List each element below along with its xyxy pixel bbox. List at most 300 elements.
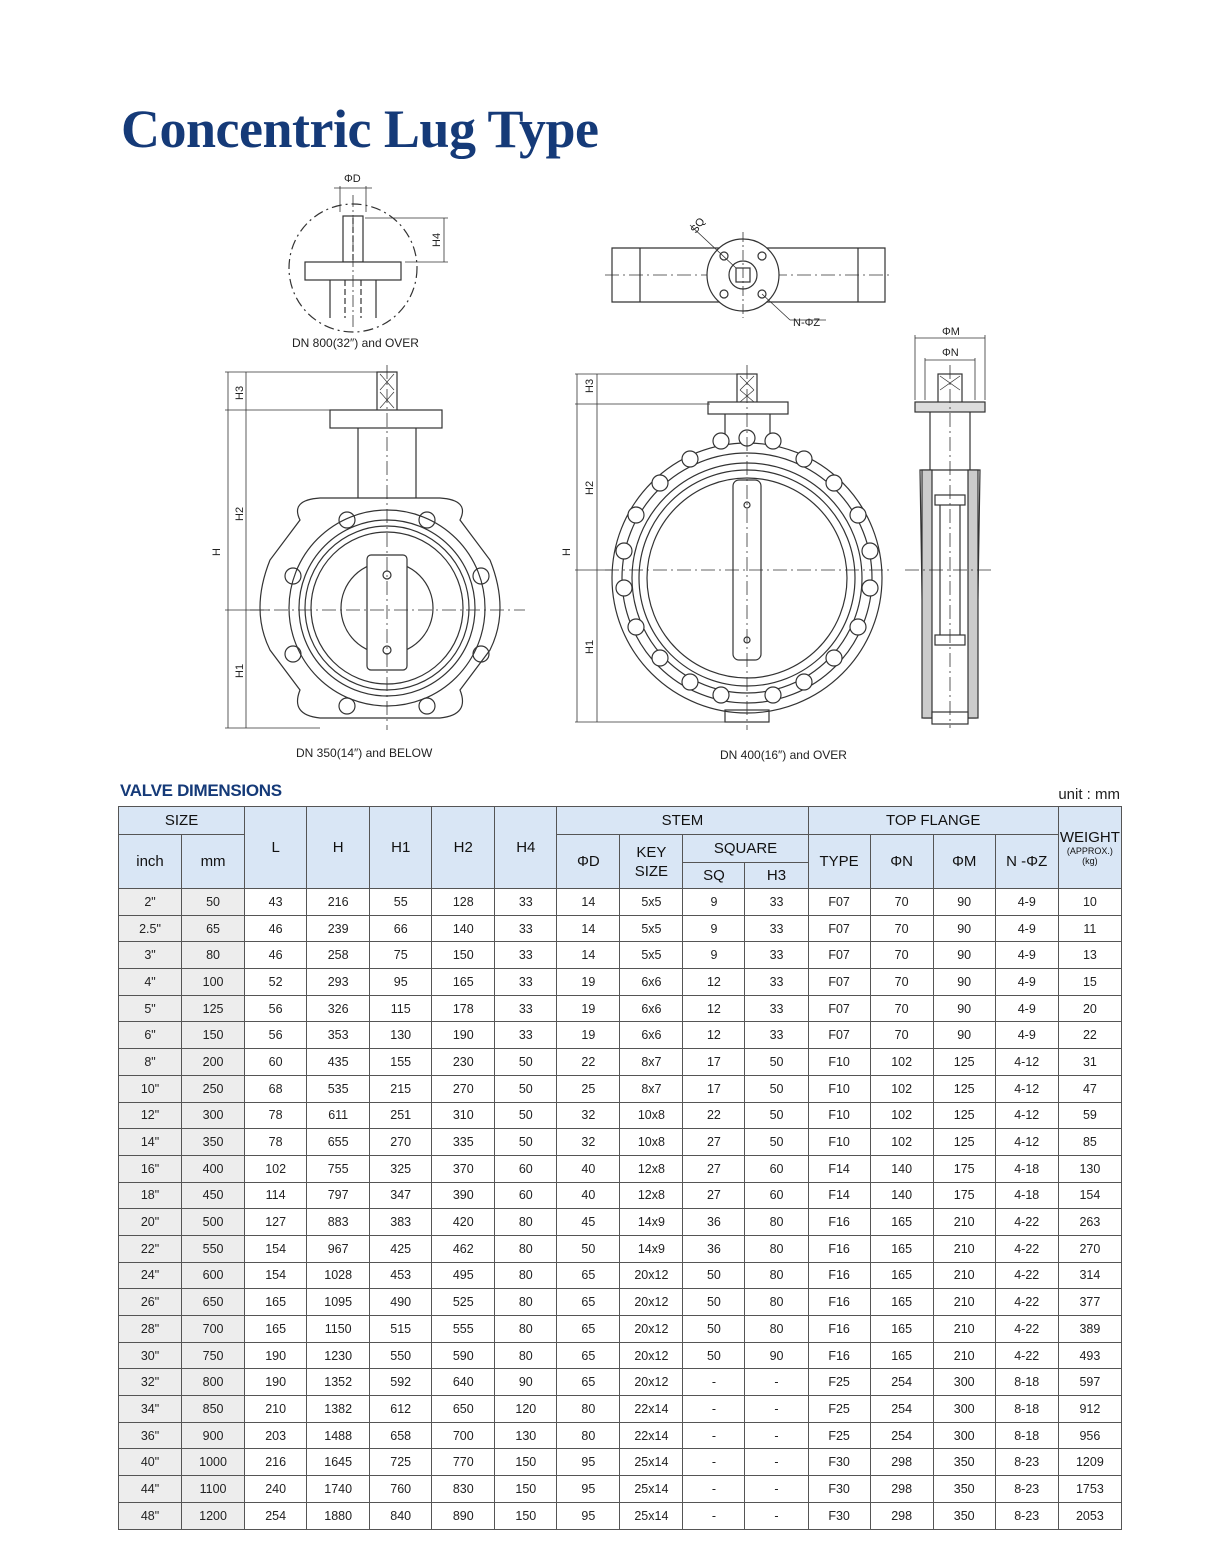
header-h: H <box>307 807 370 889</box>
table-cell: F25 <box>808 1422 870 1449</box>
table-cell: 4-22 <box>995 1209 1058 1236</box>
header-n-phi-z: N -ΦZ <box>995 835 1058 889</box>
table-cell: 165 <box>870 1262 933 1289</box>
table-cell: 50 <box>683 1289 745 1316</box>
table-cell: 14" <box>119 1129 182 1156</box>
table-cell: 33 <box>745 942 808 969</box>
table-row <box>119 1102 1122 1129</box>
table-cell: 298 <box>870 1449 933 1476</box>
table-cell: 27 <box>683 1182 745 1209</box>
table-cell: 495 <box>432 1262 495 1289</box>
table-cell: 20 <box>1058 995 1121 1022</box>
table-cell: 515 <box>370 1316 432 1343</box>
table-cell: 17 <box>683 1075 745 1102</box>
table-cell: 47 <box>1058 1075 1121 1102</box>
table-cell: F10 <box>808 1129 870 1156</box>
table-cell: 298 <box>870 1502 933 1529</box>
table-cell: 80 <box>745 1235 808 1262</box>
table-cell: 270 <box>370 1129 432 1156</box>
table-cell: 50 <box>745 1075 808 1102</box>
table-cell: 4-22 <box>995 1342 1058 1369</box>
table-cell: 4-18 <box>995 1155 1058 1182</box>
header-h4: H4 <box>495 807 557 889</box>
table-cell: 80 <box>495 1342 557 1369</box>
header-h3: H3 <box>745 863 808 889</box>
table-cell: 36" <box>119 1422 182 1449</box>
table-cell: 130 <box>495 1422 557 1449</box>
table-cell: 27 <box>683 1155 745 1182</box>
table-cell: 140 <box>870 1182 933 1209</box>
table-cell: 33 <box>745 889 808 916</box>
table-cell: 300 <box>933 1396 995 1423</box>
table-cell: 254 <box>870 1369 933 1396</box>
table-cell: 178 <box>432 995 495 1022</box>
table-row <box>119 1289 1122 1316</box>
table-row <box>119 1422 1122 1449</box>
table-cell: 12x8 <box>620 1155 683 1182</box>
table-cell: 956 <box>1058 1422 1121 1449</box>
header-h2: H2 <box>432 807 495 889</box>
table-cell: F30 <box>808 1476 870 1503</box>
table-cell: - <box>745 1369 808 1396</box>
table-cell: 650 <box>182 1289 245 1316</box>
table-cell: 27 <box>683 1129 745 1156</box>
table-row <box>119 889 1122 916</box>
table-cell: 33 <box>495 1022 557 1049</box>
table-cell: 34" <box>119 1396 182 1423</box>
table-cell: 210 <box>933 1342 995 1369</box>
table-cell: 120 <box>495 1396 557 1423</box>
table-cell: 65 <box>557 1369 620 1396</box>
table-cell: 251 <box>370 1102 432 1129</box>
table-cell: - <box>683 1396 745 1423</box>
table-cell: 2053 <box>1058 1502 1121 1529</box>
table-cell: 750 <box>182 1342 245 1369</box>
caption-dn800: DN 800(32″) and OVER <box>292 336 419 350</box>
table-cell: 254 <box>245 1502 307 1529</box>
table-cell: 8-18 <box>995 1369 1058 1396</box>
table-cell: 90 <box>495 1369 557 1396</box>
table-cell: 900 <box>182 1422 245 1449</box>
table-cell: 20x12 <box>620 1342 683 1369</box>
side-view-drawing <box>905 335 995 728</box>
header-square: SQUARE <box>683 835 808 863</box>
table-cell: 95 <box>557 1449 620 1476</box>
table-cell: 26" <box>119 1289 182 1316</box>
table-cell: 140 <box>432 915 495 942</box>
table-cell: 535 <box>307 1075 370 1102</box>
table-cell: 9 <box>683 942 745 969</box>
table-cell: 4-9 <box>995 969 1058 996</box>
table-cell: - <box>683 1449 745 1476</box>
table-cell: 6x6 <box>620 995 683 1022</box>
table-row <box>119 1396 1122 1423</box>
table-cell: 210 <box>933 1316 995 1343</box>
table-cell: F30 <box>808 1449 870 1476</box>
table-cell: 347 <box>370 1182 432 1209</box>
table-cell: 50 <box>495 1129 557 1156</box>
label-h3-large: H3 <box>584 378 596 393</box>
table-cell: 175 <box>933 1155 995 1182</box>
table-cell: 22 <box>683 1102 745 1129</box>
table-cell: 240 <box>245 1476 307 1503</box>
label-sq: SQ <box>688 215 708 236</box>
table-cell: 46 <box>245 915 307 942</box>
table-cell: 12" <box>119 1102 182 1129</box>
table-cell: 425 <box>370 1235 432 1262</box>
table-cell: 1230 <box>307 1342 370 1369</box>
label-h1-small: H1 <box>234 663 246 678</box>
table-cell: 28" <box>119 1316 182 1343</box>
table-cell: 125 <box>933 1102 995 1129</box>
table-cell: 5x5 <box>620 889 683 916</box>
table-cell: 263 <box>1058 1209 1121 1236</box>
table-cell: 33 <box>495 889 557 916</box>
table-cell: 1100 <box>182 1476 245 1503</box>
table-cell: 102 <box>870 1102 933 1129</box>
table-cell: 65 <box>182 915 245 942</box>
table-cell: 383 <box>370 1209 432 1236</box>
table-cell: 4-12 <box>995 1049 1058 1076</box>
table-cell: 66 <box>370 915 432 942</box>
table-cell: 462 <box>432 1235 495 1262</box>
table-cell: 258 <box>307 942 370 969</box>
table-cell: 5x5 <box>620 915 683 942</box>
table-cell: 95 <box>557 1476 620 1503</box>
table-cell: 4-22 <box>995 1235 1058 1262</box>
table-cell: 65 <box>557 1262 620 1289</box>
table-cell: 32 <box>557 1102 620 1129</box>
table-cell: 335 <box>432 1129 495 1156</box>
table-cell: 600 <box>182 1262 245 1289</box>
table-cell: F14 <box>808 1182 870 1209</box>
table-cell: 11 <box>1058 915 1121 942</box>
table-cell: 298 <box>870 1476 933 1503</box>
table-cell: 210 <box>933 1209 995 1236</box>
table-cell: 70 <box>870 942 933 969</box>
header-top-flange: TOP FLANGE <box>808 807 1058 835</box>
table-cell: 80 <box>495 1316 557 1343</box>
table-row <box>119 1155 1122 1182</box>
table-row <box>119 1342 1122 1369</box>
table-cell: 1200 <box>182 1502 245 1529</box>
table-cell: 655 <box>307 1129 370 1156</box>
table-cell: 154 <box>1058 1182 1121 1209</box>
table-cell: 19 <box>557 995 620 1022</box>
table-cell: 8-18 <box>995 1396 1058 1423</box>
table-cell: 10 <box>1058 889 1121 916</box>
table-cell: 597 <box>1058 1369 1121 1396</box>
table-cell: 70 <box>870 889 933 916</box>
table-cell: F16 <box>808 1316 870 1343</box>
table-body <box>119 889 1122 1530</box>
table-cell: 102 <box>870 1129 933 1156</box>
table-cell: 32" <box>119 1369 182 1396</box>
table-cell: 14x9 <box>620 1235 683 1262</box>
table-cell: F16 <box>808 1209 870 1236</box>
table-cell: 125 <box>182 995 245 1022</box>
section-title: VALVE DIMENSIONS <box>120 781 282 800</box>
table-cell: - <box>745 1476 808 1503</box>
table-cell: 640 <box>432 1369 495 1396</box>
table-cell: 210 <box>933 1262 995 1289</box>
table-cell: 450 <box>182 1182 245 1209</box>
table-cell: 70 <box>870 969 933 996</box>
label-h-large: H <box>561 548 573 556</box>
table-cell: 14 <box>557 942 620 969</box>
table-cell: 1382 <box>307 1396 370 1423</box>
table-cell: 32 <box>557 1129 620 1156</box>
label-phi-m: ΦM <box>942 326 960 338</box>
header-weight-approx: (APPROX.) <box>1066 845 1113 856</box>
table-cell: 20" <box>119 1209 182 1236</box>
table-cell: 50 <box>745 1129 808 1156</box>
table-row <box>119 1262 1122 1289</box>
table-cell: 325 <box>370 1155 432 1182</box>
header-weight <box>1058 807 1121 889</box>
table-cell: 8" <box>119 1049 182 1076</box>
table-cell: F07 <box>808 889 870 916</box>
table-cell: 216 <box>245 1449 307 1476</box>
table-cell: 850 <box>182 1396 245 1423</box>
table-cell: 25 <box>557 1075 620 1102</box>
table-cell: 43 <box>245 889 307 916</box>
table-cell: 56 <box>245 1022 307 1049</box>
table-cell: 50 <box>745 1102 808 1129</box>
table-cell: 46 <box>245 942 307 969</box>
table-cell: 4-22 <box>995 1316 1058 1343</box>
label-h2-small: H2 <box>234 506 246 521</box>
table-cell: 293 <box>307 969 370 996</box>
header-phi-m: ΦM <box>933 835 995 889</box>
header-h1: H1 <box>370 807 432 889</box>
table-cell: 390 <box>432 1182 495 1209</box>
table-cell: 80 <box>495 1209 557 1236</box>
table-cell: 420 <box>432 1209 495 1236</box>
table-cell: - <box>683 1502 745 1529</box>
table-cell: 239 <box>307 915 370 942</box>
table-cell: 65 <box>557 1289 620 1316</box>
table-cell: 370 <box>432 1155 495 1182</box>
table-cell: 59 <box>1058 1102 1121 1129</box>
table-cell: 300 <box>182 1102 245 1129</box>
table-cell: 254 <box>870 1396 933 1423</box>
table-cell: 755 <box>307 1155 370 1182</box>
table-row <box>119 1369 1122 1396</box>
table-cell: F16 <box>808 1289 870 1316</box>
table-cell: - <box>745 1449 808 1476</box>
table-cell: 31 <box>1058 1049 1121 1076</box>
table-cell: 165 <box>245 1289 307 1316</box>
table-cell: 33 <box>745 1022 808 1049</box>
table-cell: 130 <box>1058 1155 1121 1182</box>
table-cell: 90 <box>933 995 995 1022</box>
table-cell: 840 <box>370 1502 432 1529</box>
table-cell: 36 <box>683 1235 745 1262</box>
table-cell: 150 <box>432 942 495 969</box>
table-cell: 90 <box>745 1342 808 1369</box>
table-cell: 760 <box>370 1476 432 1503</box>
front-view-small-drawing <box>225 365 525 730</box>
table-cell: 2" <box>119 889 182 916</box>
table-cell: 33 <box>495 969 557 996</box>
table-cell: 210 <box>245 1396 307 1423</box>
table-cell: 377 <box>1058 1289 1121 1316</box>
table-cell: 75 <box>370 942 432 969</box>
table-cell: 1150 <box>307 1316 370 1343</box>
front-view-large-drawing <box>575 365 890 730</box>
table-cell: 5" <box>119 995 182 1022</box>
header-key-size: KEY SIZE <box>620 835 683 889</box>
page-title: Concentric Lug Type <box>121 99 599 159</box>
drawing-canvas <box>0 160 1210 780</box>
table-cell: 165 <box>870 1209 933 1236</box>
table-cell: 1740 <box>307 1476 370 1503</box>
table-cell: 216 <box>307 889 370 916</box>
table-cell: 612 <box>370 1396 432 1423</box>
table-row <box>119 969 1122 996</box>
table-cell: - <box>683 1422 745 1449</box>
table-cell: 9 <box>683 889 745 916</box>
table-cell: 493 <box>1058 1342 1121 1369</box>
table-cell: 1352 <box>307 1369 370 1396</box>
table-cell: 8-23 <box>995 1476 1058 1503</box>
table-cell: 80 <box>745 1262 808 1289</box>
table-cell: F16 <box>808 1342 870 1369</box>
table-cell: 44" <box>119 1476 182 1503</box>
table-cell: F10 <box>808 1049 870 1076</box>
table-cell: 80 <box>745 1316 808 1343</box>
table-cell: 50 <box>745 1049 808 1076</box>
table-cell: 16" <box>119 1155 182 1182</box>
table-cell: 230 <box>432 1049 495 1076</box>
table-cell: 254 <box>870 1422 933 1449</box>
table-cell: - <box>745 1396 808 1423</box>
table-cell: 8x7 <box>620 1075 683 1102</box>
table-cell: 33 <box>745 995 808 1022</box>
table-cell: 700 <box>182 1316 245 1343</box>
table-cell: 4-9 <box>995 915 1058 942</box>
table-cell: 10" <box>119 1075 182 1102</box>
table-cell: 20x12 <box>620 1262 683 1289</box>
table-cell: 650 <box>432 1396 495 1423</box>
table-cell: 165 <box>870 1235 933 1262</box>
table-cell: 165 <box>870 1289 933 1316</box>
table-cell: 150 <box>495 1476 557 1503</box>
table-cell: 165 <box>432 969 495 996</box>
table-cell: 12 <box>683 1022 745 1049</box>
table-cell: 18" <box>119 1182 182 1209</box>
table-cell: 33 <box>495 942 557 969</box>
table-cell: 19 <box>557 969 620 996</box>
table-cell: 453 <box>370 1262 432 1289</box>
table-cell: 128 <box>432 889 495 916</box>
table-row <box>119 1022 1122 1049</box>
label-h4: H4 <box>431 232 443 247</box>
table-cell: 102 <box>870 1049 933 1076</box>
table-cell: 154 <box>245 1235 307 1262</box>
table-row <box>119 942 1122 969</box>
table-row <box>119 1182 1122 1209</box>
table-cell: 95 <box>370 969 432 996</box>
table-cell: 350 <box>933 1449 995 1476</box>
table-cell: 19 <box>557 1022 620 1049</box>
table-cell: 30" <box>119 1342 182 1369</box>
table-cell: 190 <box>245 1369 307 1396</box>
table-cell: 12 <box>683 969 745 996</box>
table-cell: 22x14 <box>620 1422 683 1449</box>
label-phi-d: ΦD <box>344 173 361 185</box>
table-cell: 215 <box>370 1075 432 1102</box>
table-cell: 4-18 <box>995 1182 1058 1209</box>
table-cell: 14 <box>557 915 620 942</box>
table-cell: 967 <box>307 1235 370 1262</box>
header-sq: SQ <box>683 863 745 889</box>
table-row <box>119 1502 1122 1529</box>
table-cell: F07 <box>808 1022 870 1049</box>
table-row <box>119 1209 1122 1236</box>
table-cell: F30 <box>808 1502 870 1529</box>
table-cell: 125 <box>933 1129 995 1156</box>
label-h3-small: H3 <box>234 385 246 400</box>
table-cell: 70 <box>870 995 933 1022</box>
table-cell: 80 <box>745 1289 808 1316</box>
header-weight-kg: (kg) <box>1082 855 1098 866</box>
table-cell: 8-18 <box>995 1422 1058 1449</box>
table-cell: 60 <box>745 1155 808 1182</box>
table-cell: 40 <box>557 1182 620 1209</box>
table-cell: 22 <box>557 1049 620 1076</box>
table-cell: 1209 <box>1058 1449 1121 1476</box>
table-row <box>119 1049 1122 1076</box>
table-cell: - <box>745 1502 808 1529</box>
table-cell: 140 <box>870 1155 933 1182</box>
table-cell: 48" <box>119 1502 182 1529</box>
table-cell: 270 <box>432 1075 495 1102</box>
table-cell: 165 <box>870 1316 933 1343</box>
table-cell: 52 <box>245 969 307 996</box>
table-cell: 125 <box>933 1049 995 1076</box>
table-cell: 6" <box>119 1022 182 1049</box>
table-cell: 300 <box>933 1422 995 1449</box>
table-cell: 90 <box>933 915 995 942</box>
table-cell: 50 <box>495 1075 557 1102</box>
table-cell: 65 <box>557 1342 620 1369</box>
table-cell: F10 <box>808 1075 870 1102</box>
table-cell: 555 <box>432 1316 495 1343</box>
table-cell: 70 <box>870 915 933 942</box>
table-cell: F14 <box>808 1155 870 1182</box>
table-cell: 270 <box>1058 1235 1121 1262</box>
table-cell: F25 <box>808 1369 870 1396</box>
table-cell: - <box>683 1476 745 1503</box>
table-cell: 5x5 <box>620 942 683 969</box>
table-row <box>119 1476 1122 1503</box>
table-cell: 1488 <box>307 1422 370 1449</box>
table-row <box>119 1235 1122 1262</box>
table-cell: 210 <box>933 1289 995 1316</box>
table-cell: F10 <box>808 1102 870 1129</box>
table-cell: 17 <box>683 1049 745 1076</box>
table-row <box>119 1075 1122 1102</box>
header-type: TYPE <box>808 835 870 889</box>
table-cell: 1880 <box>307 1502 370 1529</box>
table-cell: 50 <box>683 1342 745 1369</box>
table-cell: 60 <box>245 1049 307 1076</box>
table-cell: 314 <box>1058 1262 1121 1289</box>
table-cell: 90 <box>933 942 995 969</box>
table-cell: 592 <box>370 1369 432 1396</box>
